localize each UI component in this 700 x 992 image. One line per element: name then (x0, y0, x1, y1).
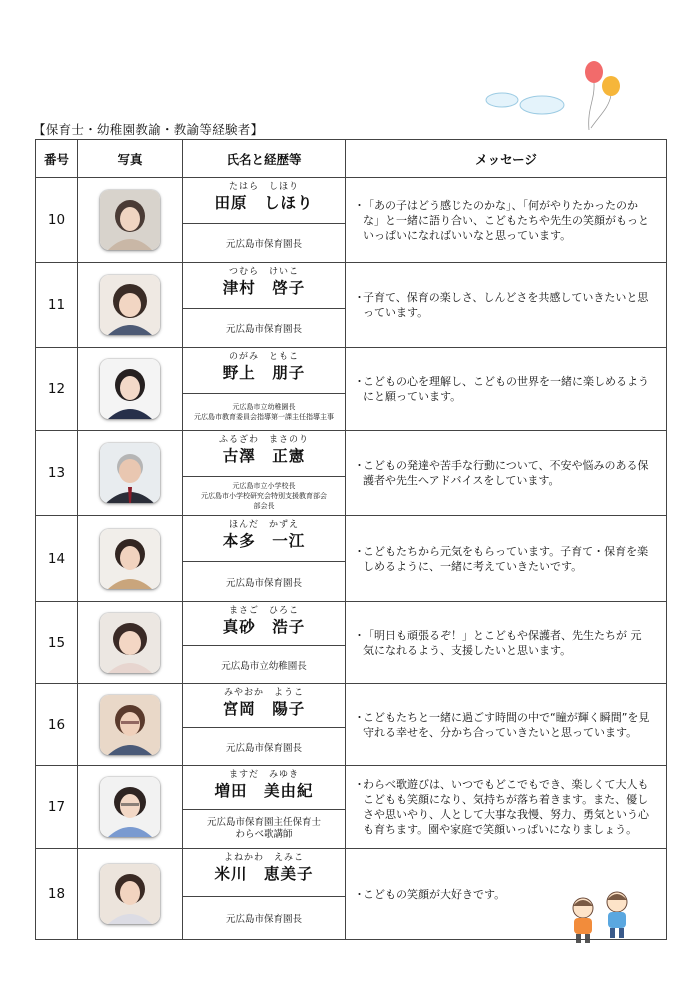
row-number: 15 (36, 602, 78, 684)
message-text: 子育て、保育の楽しさ、しんどさを共感していきたいと思っています。 (363, 291, 649, 319)
row-number: 14 (36, 516, 78, 602)
portrait-photo (100, 190, 160, 250)
portrait-photo (100, 613, 160, 673)
portrait-photo (100, 529, 160, 589)
person-name: 真砂 浩子 (222, 618, 306, 636)
message-text: 「明日も頑張るぞ！」とこどもや保護者、先生たちが 元気になれるよう、支援したいと思います。 (363, 628, 642, 657)
row-number: 12 (36, 348, 78, 431)
person-name: 本多 一江 (222, 532, 306, 550)
table-header-row (36, 140, 667, 178)
bullet-dot: ・ (354, 887, 365, 901)
message-text: こどもたちから元気をもらっています。子育て・保育を楽しめるように、一緒に考えていきたいです。 (363, 544, 649, 573)
name-block (183, 263, 345, 309)
name-furigana: ほんだ かずえ (228, 520, 299, 530)
person-name: 津村 啓子 (222, 279, 306, 297)
bullet-dot: ・ (354, 291, 365, 304)
portrait-photo (100, 359, 160, 419)
advisor-table (35, 139, 667, 940)
portrait-photo (100, 443, 160, 503)
row-number: 18 (36, 849, 78, 940)
career-text: 元広島市保育園長 (225, 239, 302, 250)
header-name-career: 氏名と経歴等 (183, 140, 346, 178)
row-number: 16 (36, 684, 78, 766)
person-name: 宮岡 陽子 (222, 700, 306, 718)
name-block (183, 178, 345, 224)
name-furigana: みやおか ようこ (223, 688, 304, 698)
portrait-photo (100, 777, 160, 837)
message-text: こどもたちと一緒に過ごす時間の中で“瞳が輝く瞬間”を見守れる幸せを、分かち合っていきたいと思っています。 (363, 710, 650, 739)
message-text: こどもの心を理解し、こどもの世界を一緒に楽しめるようにと願っています。 (363, 375, 649, 403)
header-number: 番号 (36, 140, 78, 178)
name-furigana: つむら けいこ (228, 267, 299, 277)
header-photo: 写真 (78, 140, 183, 178)
name-furigana: ますだ みゆき (228, 770, 299, 780)
row-number: 11 (36, 263, 78, 348)
table-row (36, 178, 667, 263)
table-row (36, 849, 667, 940)
portrait-photo (100, 864, 160, 924)
name-block (183, 602, 345, 646)
career-text: 元広島市立幼稚園長 元広島市教育委員会指導第一課主任指導主事 (194, 403, 334, 421)
table-row (36, 766, 667, 849)
table-row (36, 684, 667, 766)
bullet-dot: ・ (354, 778, 365, 791)
bullet-dot: ・ (354, 628, 365, 642)
message-text: わらべ歌遊びは、いつでもどこでもでき、楽しくて大人もこどもも笑顔になり、気持ちが落ち着きます。また、優しさや思いやり、人として大事な我慢、努力、勇気という心も育ちます。園や家庭で笑顔いっぱいになりましょう。 (363, 778, 649, 836)
person-name: 古澤 正憲 (222, 447, 306, 465)
table-row (36, 263, 667, 348)
message-text: こどもの発達や苦手な行動について、不安や悩みのある保護者や先生へアドバイスをしています。 (363, 459, 649, 487)
row-number: 10 (36, 178, 78, 263)
name-furigana: ふるざわ まさのり (218, 435, 309, 445)
bullet-dot: ・ (354, 710, 365, 724)
bullet-dot: ・ (354, 198, 365, 212)
portrait-photo (100, 695, 160, 755)
career-text: 元広島市保育園主任保育士 わらべ歌講師 (206, 817, 321, 840)
row-number: 13 (36, 431, 78, 516)
name-furigana: のがみ ともこ (228, 352, 299, 362)
career-text: 元広島市立小学校長 元広島市小学校研究会特別支援教育部会 部会長 (201, 482, 327, 510)
portrait-photo (100, 275, 160, 335)
career-text: 元広島市保育園長 (225, 577, 302, 589)
person-name: 増田 美由紀 (214, 782, 314, 800)
career-text: 元広島市保育園長 (225, 324, 302, 335)
name-block (183, 766, 345, 810)
career-text: 元広島市立幼稚園長 (221, 660, 307, 672)
name-furigana: まさご ひろこ (228, 606, 299, 616)
name-furigana: たはら しほり (228, 182, 299, 192)
person-name: 野上 朋子 (222, 364, 306, 382)
message-text: 「あの子はどう感じたのかな」、「何がやりたかったのかな」と一緒に語り合い、こどもたちや先生の笑顔がもっといっぱいになればいいなと思っています。 (363, 198, 649, 242)
name-block (183, 431, 345, 477)
table-row (36, 431, 667, 516)
career-text: 元広島市保育園長 (225, 742, 302, 754)
table-row (36, 516, 667, 602)
table-row (36, 602, 667, 684)
bullet-dot: ・ (354, 375, 365, 388)
header-message: メッセージ (346, 140, 667, 178)
clouds-illustration (484, 85, 579, 125)
section-heading: 【保育士・幼稚園教諭・教諭等経験者】 (33, 122, 264, 137)
name-block (183, 516, 345, 562)
name-block (183, 849, 345, 897)
name-block (183, 684, 345, 728)
person-name: 田原 しほり (214, 194, 314, 212)
name-block (183, 348, 345, 394)
balloons-illustration (575, 60, 625, 135)
person-name: 米川 恵美子 (214, 865, 314, 883)
career-text: 元広島市保育園長 (225, 914, 302, 925)
name-furigana: よねかわ えみこ (223, 853, 304, 863)
table-row (36, 348, 667, 431)
bullet-dot: ・ (354, 459, 365, 472)
row-number: 17 (36, 766, 78, 849)
message-text: こどもの笑顔が大好きです。 (363, 887, 506, 901)
bullet-dot: ・ (354, 544, 365, 558)
